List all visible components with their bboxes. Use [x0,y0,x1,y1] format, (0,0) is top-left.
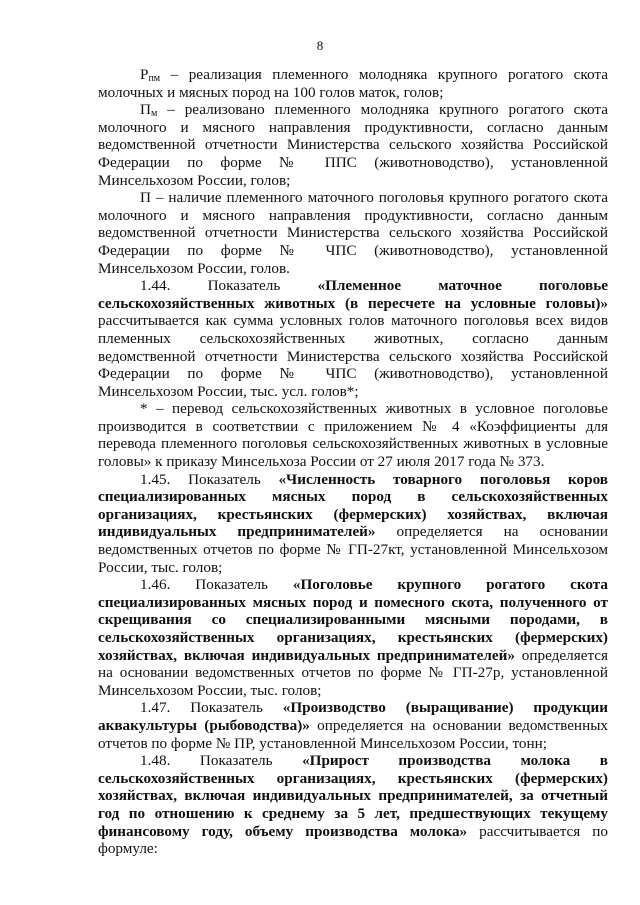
indicator-title: «Производство (выращивание) продукции аквакультуры (рыбоводства)» [98,699,608,734]
paragraph [98,576,608,699]
subscript-text: м [150,108,158,120]
paragraph-text: определяется на основании ведомственных отчетов по форме № ГП-27кт, установленной Минсельхозом России, тыс. голов; [98,523,608,576]
paragraph-text: P [140,66,149,83]
document-body [98,66,608,858]
paragraph [98,400,608,470]
indicator-title: «Поголовье крупного рогатого скота специализированных мясных пород и помесного скота, полученного от скрещивания со специализированными мясными породами, в сельскохозяйственных организациях, крестьянских (фермерских) хозяйствах, включая индивидуальных предпринимателей» [98,576,608,664]
paragraph [98,471,608,577]
paragraph-text: * – перевод сельскохозяйственных животных в условное поголовье производится в соответствии с приложением № 4 «Коэффициенты для перевода племенного поголовья сельскохозяйственных животных в условные головы» к приказу Минсельхоза России от 27 июля 2017 года № 373. [98,400,608,471]
paragraph-text: – реализация племенного молодняка крупного рогатого скота молочных и мясных пород на 100 голов маток, голов; [98,66,608,101]
paragraph-text: П [140,101,151,119]
paragraph [98,752,608,858]
indicator-title: «Численность товарного поголовья коров специализированных мясных пород в сельскохозяйственных организациях, крестьянских (фермерских) хозяйствах, включая индивидуальных предпринимателей» [98,470,608,541]
subscript-text: пм [148,73,161,84]
paragraph-text: определяется на основании ведомственных отчетов по форме № ПР, установленной Минсельхозом России, тонн; [98,716,608,752]
paragraph-text: 1.48. Показатель [140,752,303,770]
paragraph-text: – реализовано племенного молодняка крупного рогатого скота молочного и мясного направления продуктивности, согласно данным ведомственной отчетности Министерства сельского хозяйства Российской Федерации по форме № ППС (животноводство), установленной Минсельхозом России, голов; [98,101,608,189]
paragraph-text: рассчитывается по формуле: [98,822,608,858]
paragraph-text: П – наличие племенного маточного поголовья крупного рогатого скота молочного и мясного направления продуктивности, согласно данным ведомственной отчетности Министерства сельского хозяйства Российской Федерации по форме № ЧПС (животноводство), установленной Минсельхозом России, голов. [98,189,608,277]
page-number: 8 [316,38,324,53]
paragraph-text: 1.47. Показатель [140,699,283,717]
paragraph [98,189,608,277]
paragraph-text: 1.45. Показатель [140,470,279,488]
paragraph [98,66,608,101]
paragraph-text: определяется на основании ведомственных отчетов по форме № ГП-27р, установленной Минсельхозом России, тыс. голов; [98,646,608,699]
paragraph [98,699,608,752]
paragraph [98,277,608,400]
paragraph-text: рассчитывается как сумма условных голов маточного поголовья всех видов племенных сельскохозяйственных животных, согласно данным ведомственной отчетности Министерства сельского хозяйства Российской Федерации по форме № ЧПС (животноводство), установленной Минсельхозом России, тыс. усл. голов*; [98,312,608,400]
indicator-title: «Племенное маточное поголовье сельскохозяйственных животных (в пересчете на условные головы)» [98,277,609,312]
paragraph-text: 1.46. Показатель [140,576,293,594]
paragraph [98,101,608,189]
paragraph-text: 1.44. Показатель [140,277,318,295]
indicator-title: «Прирост производства молока в сельскохозяйственных организациях, крестьянских (фермерских) хозяйствах, включая индивидуальных предпринимателей, за отчетный год по отношению к среднему за 5 лет, предшествующих текущему финансовому году, объему производства молока» [98,752,608,840]
